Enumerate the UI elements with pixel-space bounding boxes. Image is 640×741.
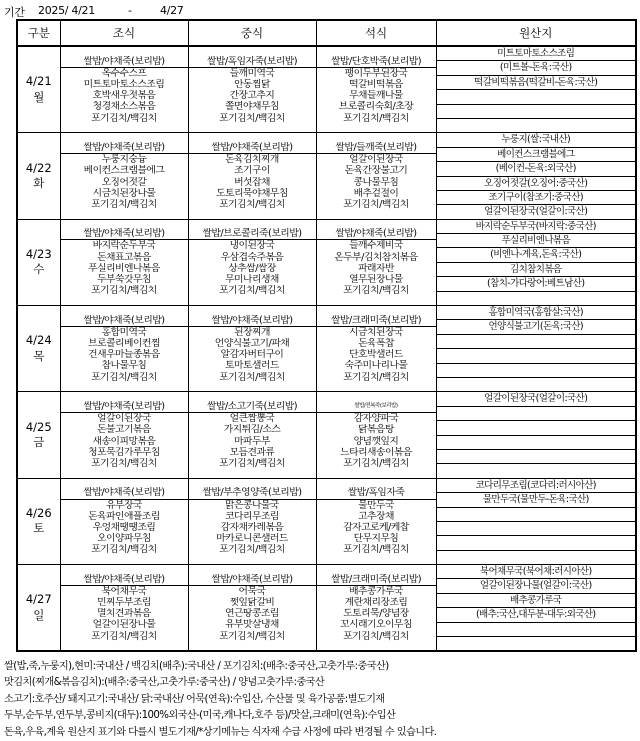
menu-item: 열무된장나물 bbox=[349, 274, 403, 286]
menu-item: 느타리새송이볶음 bbox=[340, 446, 412, 458]
menu-item: 들깨미역국 bbox=[229, 67, 275, 79]
menu-item: 마카로니콘샐러드 bbox=[216, 533, 288, 545]
period-line bbox=[4, 4, 184, 18]
menu-item: 간장고추지 bbox=[229, 90, 275, 102]
origin-line: (비엔나-계육,돈육:국산) bbox=[437, 248, 636, 262]
menu-item: 베이컨스크램블에그 bbox=[83, 165, 165, 177]
dinner-cell bbox=[316, 219, 436, 305]
breakfast-cell bbox=[60, 392, 188, 478]
menu-item: 청포묵김가루무침 bbox=[88, 446, 160, 458]
menu-item: 콩나물무침 bbox=[353, 176, 399, 188]
menu-item: 우엉채땡땡조림 bbox=[92, 521, 156, 533]
menu-item: 유부장국 bbox=[106, 499, 142, 511]
staple-item: 쌀밥/야채죽(보리밥) bbox=[61, 142, 188, 154]
origin-line: 바지락순두부국(바지락:중국산) bbox=[437, 220, 636, 234]
note-line: 쌀(밥,죽,누룽지),현미:국내산 / 백김치(배추):국내산 / 포기김치:(배추:중국산,고춧가루:중국산) bbox=[4, 661, 389, 672]
staple-item: 쌀밥/소고기죽(보리밥) bbox=[189, 401, 316, 413]
period-end: 4/27 bbox=[160, 4, 184, 17]
origin-line: 미트토마토소스조림 bbox=[437, 47, 636, 61]
day-weekday: 목 bbox=[33, 348, 45, 363]
lunch-cell bbox=[188, 46, 316, 133]
staple-item: 쌀밥/부추영양죽(보리밥) bbox=[189, 487, 316, 499]
origin-line: (참치-가다랑어:베트남산) bbox=[437, 277, 636, 291]
origin-line bbox=[437, 407, 636, 421]
origin-line: 코다리무조림(코다리:러시아산) bbox=[437, 479, 636, 493]
menu-item: 바지락순두부국 bbox=[92, 240, 156, 252]
day-cell bbox=[17, 392, 60, 478]
menu-item: 무채들깨나물 bbox=[349, 90, 403, 102]
menu-item: 포기김치/백김치 bbox=[343, 371, 409, 383]
staple-item: 쌀밥/전복죽(보리밥) bbox=[317, 401, 436, 413]
header-row bbox=[17, 20, 636, 46]
staple-item: 쌀밥/야채죽(보리밥) bbox=[317, 228, 436, 240]
day-cell bbox=[17, 478, 60, 564]
header-origin: 원산지 bbox=[436, 20, 636, 46]
menu-item: 팽이두부된장국 bbox=[344, 67, 408, 79]
origin-line bbox=[437, 119, 636, 132]
menu-item: 돈불고기볶음 bbox=[97, 424, 151, 436]
menu-item: 알감자버터구이 bbox=[220, 349, 284, 361]
origin-line bbox=[437, 364, 636, 378]
menu-item: 누룽지숭늉 bbox=[101, 154, 147, 166]
origin-cell bbox=[436, 392, 636, 478]
origin-line: (베이컨-돈육:외국산) bbox=[437, 162, 636, 176]
menu-item: 파래자반 bbox=[358, 262, 394, 274]
menu-item: 맑은콩나물국 bbox=[225, 499, 279, 511]
origin-line: (배추:국산,대두분-대두:외국산) bbox=[437, 608, 636, 622]
lunch-cell bbox=[188, 306, 316, 392]
day-row bbox=[17, 478, 636, 564]
menu-item: 푸실리비엔나볶음 bbox=[88, 262, 160, 274]
origin-line bbox=[437, 349, 636, 363]
day-row bbox=[17, 392, 636, 478]
day-date: 4/23 bbox=[25, 246, 52, 261]
day-cell bbox=[17, 133, 60, 219]
dinner-cell bbox=[316, 392, 436, 478]
menu-item: 얼갈이된장국 bbox=[349, 154, 403, 166]
header-lunch: 중식 bbox=[188, 20, 316, 46]
origin-line: 얼갈이된장나물(얼갈이:국산) bbox=[437, 579, 636, 593]
lunch-cell bbox=[188, 219, 316, 305]
dinner-cell bbox=[316, 565, 436, 652]
menu-item: 닭볶음탕 bbox=[358, 424, 394, 436]
note-line: 맛김치(찌개&볶음김치):(배추:중국산,고춧가루:중국산) / 양념고춧가루:중국산 bbox=[4, 677, 325, 689]
menu-item: 포기김치/백김치 bbox=[219, 630, 285, 642]
menu-item: 얼갈이된장나물 bbox=[92, 619, 156, 631]
menu-item: 포기김치/백김치 bbox=[219, 457, 285, 469]
day-cell bbox=[17, 565, 60, 652]
origin-cell bbox=[436, 46, 636, 133]
menu-item: 돈육김치찌개 bbox=[225, 154, 279, 166]
menu-item: 꼬시래기오이무침 bbox=[340, 619, 412, 631]
origin-line: 조기구이(참조기:중국산) bbox=[437, 191, 636, 205]
origin-line: 김치참치볶음 bbox=[437, 263, 636, 277]
origin-line: 물만두국(물만두-돈육:국산) bbox=[437, 493, 636, 507]
menu-item: 계란채리장조림 bbox=[344, 597, 408, 609]
origin-line bbox=[437, 522, 636, 536]
origin-line: 배추콩가루국 bbox=[437, 594, 636, 608]
menu-item: 포기김치/백김치 bbox=[343, 544, 409, 556]
origin-line: 홍합미역국(홍합살:국산) bbox=[437, 306, 636, 320]
dinner-cell bbox=[316, 478, 436, 564]
menu-item: 포기김치/백김치 bbox=[343, 285, 409, 297]
origin-line: 얼갈이된장국(얼갈이:국산) bbox=[437, 392, 636, 406]
menu-item: 새송이피망볶음 bbox=[92, 435, 156, 447]
origin-line: 누룽지(쌀:국내산) bbox=[437, 133, 636, 147]
day-cell bbox=[17, 306, 60, 392]
menu-item: 참나물무침 bbox=[101, 360, 147, 372]
menu-item: 냉이된장국 bbox=[229, 240, 275, 252]
origin-line bbox=[437, 450, 636, 464]
origin-line bbox=[437, 623, 636, 637]
menu-item: 포기김치/백김치 bbox=[343, 112, 409, 124]
menu-item: 고추장채 bbox=[358, 510, 394, 522]
staple-item: 쌀밥/야채죽(보리밥) bbox=[61, 315, 188, 327]
day-weekday: 월 bbox=[33, 89, 45, 104]
origin-line bbox=[437, 637, 636, 650]
staple-item: 쌀밥/야채죽(보리밥) bbox=[61, 401, 188, 413]
origin-line bbox=[437, 436, 636, 450]
staple-item: 쌀밥/크래미죽(보리밥) bbox=[317, 574, 436, 586]
menu-item: 어묵국 bbox=[238, 585, 266, 597]
dinner-cell bbox=[316, 46, 436, 133]
menu-item: 포기김치/백김치 bbox=[91, 630, 157, 642]
breakfast-cell bbox=[60, 565, 188, 652]
day-date: 4/27 bbox=[25, 592, 52, 607]
menu-item: 민찌두부조림 bbox=[97, 597, 151, 609]
origin-line: 떡갈비떡볶음(떡갈비-돈육:국산) bbox=[437, 76, 636, 90]
lunch-cell bbox=[188, 133, 316, 219]
breakfast-cell bbox=[60, 46, 188, 133]
menu-item: 도토리묵/양념장 bbox=[343, 608, 409, 620]
menu-item: 멸치견과볶음 bbox=[97, 608, 151, 620]
lunch-cell bbox=[188, 565, 316, 652]
staple-item: 쌀밥/야채죽(보리밥) bbox=[61, 574, 188, 586]
header-dinner: 석식 bbox=[316, 20, 436, 46]
origin-line bbox=[437, 335, 636, 349]
breakfast-cell bbox=[60, 478, 188, 564]
menu-item: 도토리묵야채무침 bbox=[216, 187, 288, 199]
staple-item: 쌀밥/흑임자죽(보리밥) bbox=[189, 56, 316, 68]
menu-item: 우삼겹숙주볶음 bbox=[220, 251, 284, 263]
menu-item: 오이양파무침 bbox=[97, 533, 151, 545]
menu-item: 돈채표고볶음 bbox=[97, 251, 151, 263]
menu-item: 호박새우젓볶음 bbox=[92, 90, 156, 102]
menu-item: 조기구이 bbox=[234, 165, 270, 177]
menu-item: 건새우마늘종볶음 bbox=[88, 349, 160, 361]
menu-item: 버섯잡채 bbox=[234, 176, 270, 188]
menu-item: 브로콜리숙회/초장 bbox=[338, 101, 414, 113]
day-row bbox=[17, 306, 636, 392]
menu-item: 포기김치/백김치 bbox=[219, 198, 285, 210]
origin-cell bbox=[436, 133, 636, 219]
note-line: 돈육,우육,계육 원산지 표기와 다를시 별도기재/*상기메뉴는 식자재 수급 사정에 따라 변경될 수 있습니다. bbox=[4, 726, 437, 738]
menu-item: 토마토샐러드 bbox=[225, 360, 279, 372]
menu-item: 포기김치/백김치 bbox=[219, 544, 285, 556]
menu-item: 가지튀김/소스 bbox=[223, 424, 281, 436]
menu-item: 홍합미역국 bbox=[101, 326, 147, 338]
menu-item: 무미나리생채 bbox=[225, 274, 279, 286]
menu-item: 온두부/김치참치볶음 bbox=[334, 251, 418, 263]
menu-item: 포기김치/백김치 bbox=[91, 457, 157, 469]
menu-item: 양념깻잎지 bbox=[353, 435, 399, 447]
origin-cell bbox=[436, 306, 636, 392]
menu-item: 모듬견과류 bbox=[229, 446, 275, 458]
menu-item: 얼갈이된장국 bbox=[97, 413, 151, 425]
menu-item: 포기김치/백김치 bbox=[219, 112, 285, 124]
menu-item: 떡갈비떡볶음 bbox=[349, 78, 403, 90]
menu-item: 숙주미나리나물 bbox=[344, 360, 408, 372]
origin-line: (미트볼-돈육:국산) bbox=[437, 61, 636, 75]
staple-item: 쌀밥/흑임자죽 bbox=[317, 487, 436, 499]
breakfast-cell bbox=[60, 133, 188, 219]
origin-line bbox=[437, 536, 636, 550]
menu-item: 감자양파국 bbox=[353, 413, 399, 425]
origin-line: 얼갈이된장국(얼갈이:국산) bbox=[484, 206, 588, 218]
note-line: 두부,순두부,연두부,콩비지(대두):100%외국산-(미국,캐나다,호주 등)/맛살,크래미(연육):수입산 bbox=[4, 710, 396, 722]
staple-item: 쌀밥/야채죽(보리밥) bbox=[61, 228, 188, 240]
menu-item: 마파두부 bbox=[234, 435, 270, 447]
dinner-cell bbox=[316, 306, 436, 392]
menu-item: 두부쑥갓무침 bbox=[97, 274, 151, 286]
day-cell bbox=[17, 219, 60, 305]
menu-item: 돈육파인애플조림 bbox=[88, 510, 160, 522]
staple-item: 쌀밥/야채죽(보리밥) bbox=[61, 56, 188, 68]
day-weekday: 토 bbox=[33, 521, 45, 536]
menu-item: 쫄면야채무침 bbox=[225, 101, 279, 113]
day-weekday: 일 bbox=[33, 607, 45, 622]
menu-item: 브로콜리베이컨찜 bbox=[88, 338, 160, 350]
origin-line bbox=[437, 105, 636, 119]
menu-item: 배추콩가루국 bbox=[349, 585, 403, 597]
header-breakfast: 조식 bbox=[60, 20, 188, 46]
staple-item: 쌀밥/야채죽(보리밥) bbox=[61, 487, 188, 499]
menu-item: 언양식불고기/파채 bbox=[214, 338, 290, 350]
menu-item: 안동찜닭 bbox=[234, 78, 270, 90]
menu-item: 단호박샐러드 bbox=[349, 349, 403, 361]
menu-item: 쩟잎닭갈비 bbox=[229, 597, 275, 609]
menu-item: 돈육폭찹 bbox=[358, 338, 394, 350]
note-line: 소고기:호주산/ 돼지고기:국내산/ 닭:국내산/ 어묵(연육):수입산, 수산물 및 육가공품:별도기재 bbox=[4, 693, 385, 705]
menu-item: 배추겉절이 bbox=[353, 187, 399, 199]
staple-item: 쌀밥/브로콜리죽(보리밥) bbox=[189, 228, 316, 240]
staple-item: 쌀밥/야채죽(보리밥) bbox=[189, 315, 316, 327]
day-date: 4/22 bbox=[25, 160, 52, 175]
menu-item: 포기김치/백김치 bbox=[91, 285, 157, 297]
origin-line bbox=[437, 508, 636, 522]
origin-cell bbox=[436, 219, 636, 305]
origin-cell bbox=[436, 478, 636, 564]
origin-notes bbox=[4, 659, 636, 741]
menu-item: 물만두국 bbox=[358, 499, 394, 511]
menu-item: 들깨수제비국 bbox=[349, 240, 403, 252]
lunch-cell bbox=[188, 478, 316, 564]
menu-item: 청경채소스볶음 bbox=[92, 101, 156, 113]
header-category: 구분 bbox=[17, 20, 60, 46]
day-row bbox=[17, 219, 636, 305]
weekly-menu-table bbox=[16, 19, 637, 652]
day-weekday: 수 bbox=[33, 262, 45, 277]
menu-item: 감자고로케/케찹 bbox=[343, 521, 409, 533]
menu-item: 포기김치/백김치 bbox=[91, 371, 157, 383]
origin-line bbox=[437, 551, 636, 564]
breakfast-cell bbox=[60, 306, 188, 392]
menu-item: 포기김치/백김치 bbox=[91, 198, 157, 210]
day-row bbox=[17, 46, 636, 133]
day-row bbox=[17, 133, 636, 219]
origin-line bbox=[437, 378, 636, 391]
day-weekday: 화 bbox=[33, 176, 45, 191]
dinner-cell bbox=[316, 133, 436, 219]
menu-item: 돈육간장불고기 bbox=[344, 165, 408, 177]
origin-line bbox=[437, 464, 636, 477]
menu-item: 포기김치/백김치 bbox=[343, 198, 409, 210]
period-dash: - bbox=[128, 4, 132, 17]
lunch-cell bbox=[188, 392, 316, 478]
breakfast-cell bbox=[60, 219, 188, 305]
menu-item: 연근땅콩조림 bbox=[225, 608, 279, 620]
menu-item: 된장찌개 bbox=[234, 326, 270, 338]
menu-item: 포기김치/백김치 bbox=[343, 457, 409, 469]
origin-line bbox=[437, 90, 636, 104]
menu-item: 포기김치/백김치 bbox=[91, 544, 157, 556]
menu-item: 미트토마토소스조림 bbox=[83, 78, 165, 90]
menu-item: 코다리무조림 bbox=[225, 510, 279, 522]
origin-line: 북어채무국(북어채:러시아산) bbox=[437, 565, 636, 579]
day-date: 4/24 bbox=[25, 333, 52, 348]
menu-item: 오징어젓갈 bbox=[101, 176, 147, 188]
staple-item: 쌀밥/야채죽(보리밥) bbox=[189, 574, 316, 586]
menu-item: 북어채무국 bbox=[101, 585, 147, 597]
day-weekday: 금 bbox=[33, 435, 45, 450]
staple-item: 쌀밥/야채죽(보리밥) bbox=[189, 142, 316, 154]
menu-item: 포기김치/백김치 bbox=[219, 285, 285, 297]
staple-item: 쌀밥/크래미죽(보리밥) bbox=[317, 315, 436, 327]
menu-item: 감자채카레볶음 bbox=[220, 521, 284, 533]
menu-item: 포기김치/백김치 bbox=[219, 371, 285, 383]
menu-item: 포기김치/백김치 bbox=[343, 630, 409, 642]
day-date: 4/25 bbox=[25, 419, 52, 434]
menu-item: 단무지무침 bbox=[353, 533, 399, 545]
origin-line: 언양식불고기(돈육:국산) bbox=[437, 320, 636, 334]
origin-line: 오징어젓갈(오징어:중국산) bbox=[437, 177, 636, 191]
origin-line bbox=[437, 421, 636, 435]
menu-item: 유부맛살냉채 bbox=[225, 619, 279, 631]
day-date: 4/26 bbox=[25, 505, 52, 520]
origin-line: 푸실리비엔나볶음 bbox=[437, 234, 636, 248]
menu-item: 시금치된장나물 bbox=[92, 187, 156, 199]
origin-line: 베이컨스크램블에그 bbox=[437, 148, 636, 162]
menu-item: 포기김치/백김치 bbox=[91, 112, 157, 124]
day-date: 4/21 bbox=[25, 74, 52, 89]
origin-cell bbox=[436, 565, 636, 652]
staple-item: 쌀밥/들깨죽(보리밥) bbox=[317, 142, 436, 154]
period-label: 기간 bbox=[4, 6, 25, 19]
day-row bbox=[17, 565, 636, 652]
day-cell bbox=[17, 46, 60, 133]
origin-line bbox=[437, 292, 636, 305]
staple-item: 쌀밥/단호박죽(보리밥) bbox=[317, 56, 436, 68]
menu-item: 옥수수스프 bbox=[101, 67, 147, 79]
menu-item: 상추쌈/쌈장 bbox=[228, 262, 276, 274]
menu-item: 얼큰짬뽕국 bbox=[229, 413, 275, 425]
period-start: 2025/ 4/21 bbox=[38, 4, 95, 17]
menu-item: 시금치된장국 bbox=[349, 326, 403, 338]
